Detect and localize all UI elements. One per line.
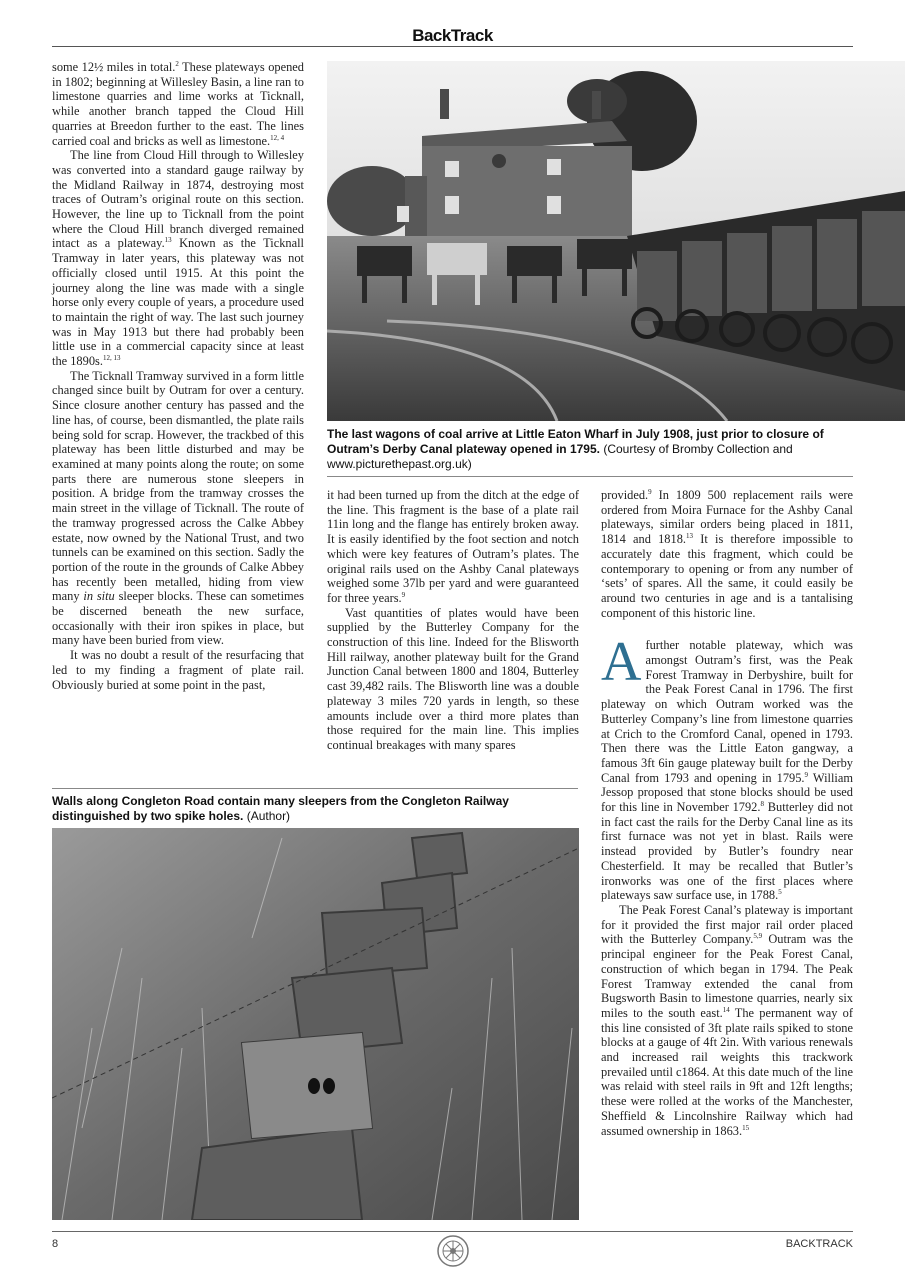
col3-p2a-text: further notable plateway, which was amongst Outram’s first, was the Peak Forest Tramway in Derbyshire, built for the Peak Forest Canal in 1796. The first plateway on which Outram worked was the Butterley Company’s line from limestone quarries at Crich to the Cromford Canal, opened in 1793. Then there was the Little Eaton gangway, a famous 3ft 6in gauge plateway built for the Derby Canal from 1793 and opening in 1795. bbox=[601, 638, 853, 785]
col1-p3b-text: sleeper blocks. These can sometimes be discerned beneath the new surface, occasionally with their iron spikes in place, but many have been buried from view. bbox=[52, 589, 304, 648]
footnote-ref: 12, 4 bbox=[270, 133, 285, 142]
column-2 bbox=[327, 488, 579, 753]
col3-p2c-text: Butterley did not in fact cast the rails for the Derby Canal line as its first furnace was not yet in blast. Rails were instead provided by Butler’s foundry near Chesterfield. It may be recalled that Butler’s ironworks was one of the first places where plateways saw surface use, in 1788. bbox=[601, 800, 853, 903]
col3-p3c-text: The permanent way of this line consisted of 3ft plate rails spiked to stone blocks at a gauge of 4ft 2in. With various renewals and increased rail weights this trackwork prevailed until c1864. At this date much of the line was relaid with steel rails in 9ft and 12ft lengths; these were rolled at the works of the Manchester, Sheffield & Lincolnshire Railway which had assumed ownership in 1863. bbox=[601, 1005, 853, 1138]
footer-rule bbox=[52, 1231, 853, 1232]
top-caption-rule bbox=[327, 476, 853, 477]
col1-p1b-text: These plateways opened in 1802; beginning at Willesley Basin, a line ran to limestone quarries and lime works at Ticknall, while another branch tapped the Cloud Hill quarries at Breedon further to the east. The lines carried coal and bricks as well as limestone. bbox=[52, 60, 304, 148]
bottom-caption-title: Walls along Congleton Road contain many sleepers from the Congleton Railway distinguished by two spike holes. bbox=[52, 794, 509, 823]
col1-p3a-text: The Ticknall Tramway survived in a form little changed since built by Outram for over a century. Since closure another century has passed and the line has, of course, been dismantled, the plate rails being sold for scrap. However, the trackbed of this plateway has been little disturbed and may be examined at many points along the route; on some parts there are numerous stone sleepers in position. A bridge from the tramway crosses the main street in the village of Ticknall. The route of the tramway progressed across the Calke Abbey estate, now owned by the National Trust, and two tunnels can be examined on this section. Sadly the portion of the route in the grounds of Calke Abbey has recently been metalled, hiding from view many bbox=[52, 368, 304, 604]
top-caption-title: The last wagons of coal arrive at Little Eaton Wharf in July 1908, just prior to closure of Outram’s Derby Canal plateway opened in 1795. bbox=[327, 427, 824, 456]
col1-paragraph-4: It was no doubt a result of the resurfacing that led to my finding a fragment of plate rail. Obviously buried at some point in the past, bbox=[52, 648, 304, 692]
wheel-emblem-icon bbox=[436, 1234, 470, 1268]
col1-paragraph-3 bbox=[52, 369, 304, 648]
col2-p1a-text: it had been turned up from the ditch at the edge of the line. This fragment is the base of a plate rail 11in long and the flange has entirely broken away. It is easily identified by the foot section and notch which were key features of Outram’s plates. The original rails used on the Ashby Canal plateways weighed some 37lb per yard and were guaranteed for three years. bbox=[327, 488, 579, 605]
bottom-caption-credit: (Author) bbox=[243, 809, 291, 823]
col3-p1a-text: provided. bbox=[601, 488, 649, 502]
footnote-ref: 12, 13 bbox=[102, 353, 121, 362]
footnote-ref: 9 bbox=[648, 487, 652, 496]
col3-paragraph-1 bbox=[601, 488, 853, 620]
col3-paragraph-2 bbox=[601, 631, 854, 903]
col3-p3a-text: The Peak Forest Canal’s plateway is important for it provided the first major rail order placed with the Butterley Company. bbox=[601, 902, 853, 947]
footnote-ref: 13 bbox=[164, 236, 172, 245]
col3-p1b-text: In 1809 500 replacement rails were ordered from Moira Furnace for the Ashby Canal plateways, similar orders being placed in 1811, 1814 and 1818. bbox=[601, 488, 853, 547]
col1-paragraph-1 bbox=[52, 60, 304, 148]
column-3 bbox=[601, 488, 853, 1138]
col3-p3b-text: Outram was the principal engineer for the Peak Forest Canal, construction of which began in 1794. The Peak Forest Tramway extended the canal from Bugsworth Basin to limestone quarries, nearly six miles to the south east. bbox=[601, 932, 853, 1020]
col2-paragraph-1 bbox=[327, 488, 579, 606]
col3-p1c-text: It is therefore impossible to accurately date this fragment, which could be contemporary to opening or from any number of ‘sets’ of spares. All the same, it could easily be around two centuries in age and is a tantalising component of this historic line. bbox=[601, 532, 853, 620]
header-rule bbox=[52, 46, 853, 47]
col1-p2a-text: The line from Cloud Hill through to Willesley was converted into a standard gauge railway by the Midland Railway in 1874, destroying most traces of Outram’s original route on this section. However, the line up to Ticknall from the point where the Cloud Hill branch diverged remained intact as a plateway. bbox=[52, 148, 304, 251]
col1-p1-text: some 12½ miles in total. bbox=[52, 60, 176, 74]
col1-italic-text: in situ bbox=[83, 589, 115, 604]
wharf-photo bbox=[327, 61, 905, 421]
footnote-ref: 2 bbox=[175, 59, 179, 68]
page-number: 8 bbox=[52, 1238, 59, 1250]
top-caption-credit: (Courtesy of Bromby Collection and www.picturethepast.org.uk) bbox=[327, 442, 793, 471]
footnote-ref: 8 bbox=[760, 799, 764, 808]
col3-p2b-text: William Jessop proposed that stone blocks should be used for this line in November 1792. bbox=[601, 770, 854, 815]
col1-paragraph-2 bbox=[52, 148, 304, 369]
bottom-photo-caption bbox=[52, 794, 572, 824]
footnote-ref: 5 bbox=[778, 888, 782, 897]
footnote-ref: 9 bbox=[401, 590, 406, 599]
masthead-title: BackTrack bbox=[412, 26, 493, 45]
col3-paragraph-3 bbox=[601, 903, 853, 1138]
footnote-ref: 14 bbox=[722, 1005, 730, 1014]
sleeper-wall-photo bbox=[52, 828, 579, 1220]
bottom-caption-rule bbox=[52, 788, 578, 789]
column-1 bbox=[52, 60, 304, 692]
footnote-ref: 5,9 bbox=[753, 932, 763, 941]
footnote-ref: 13 bbox=[686, 531, 693, 540]
drop-cap: A bbox=[601, 631, 642, 694]
footnote-ref: 15 bbox=[742, 1123, 750, 1132]
col2-paragraph-2: Vast quantities of plates would have been supplied by the Butterley Company for the construction of this line. Indeed for the Blisworth Hill railway, another plateway built for the Grand Junction Canal between 1800 and 1804, Butterley cast 39,482 rails. The Blisworth line was a double plateway 3 miles 720 yards in length, so these amounts include over a third more plates than those required for the main line. This implies continual breakages with many spares bbox=[327, 605, 579, 752]
col1-p2b-text: Known as the Ticknall Tramway in later years, this plateway was not officially closed until 1915. At this point the journey along the line was made with a single horse only every couple of years, a procedure used to maintain the right of way. The last such journey was in May 1913 but there had probably been little use in a commercial capacity since at least the 1890s. bbox=[52, 236, 304, 369]
footnote-ref: 9 bbox=[804, 770, 809, 779]
footer-magazine-name: BACKTRACK bbox=[785, 1238, 853, 1250]
top-photo-caption bbox=[327, 427, 849, 472]
